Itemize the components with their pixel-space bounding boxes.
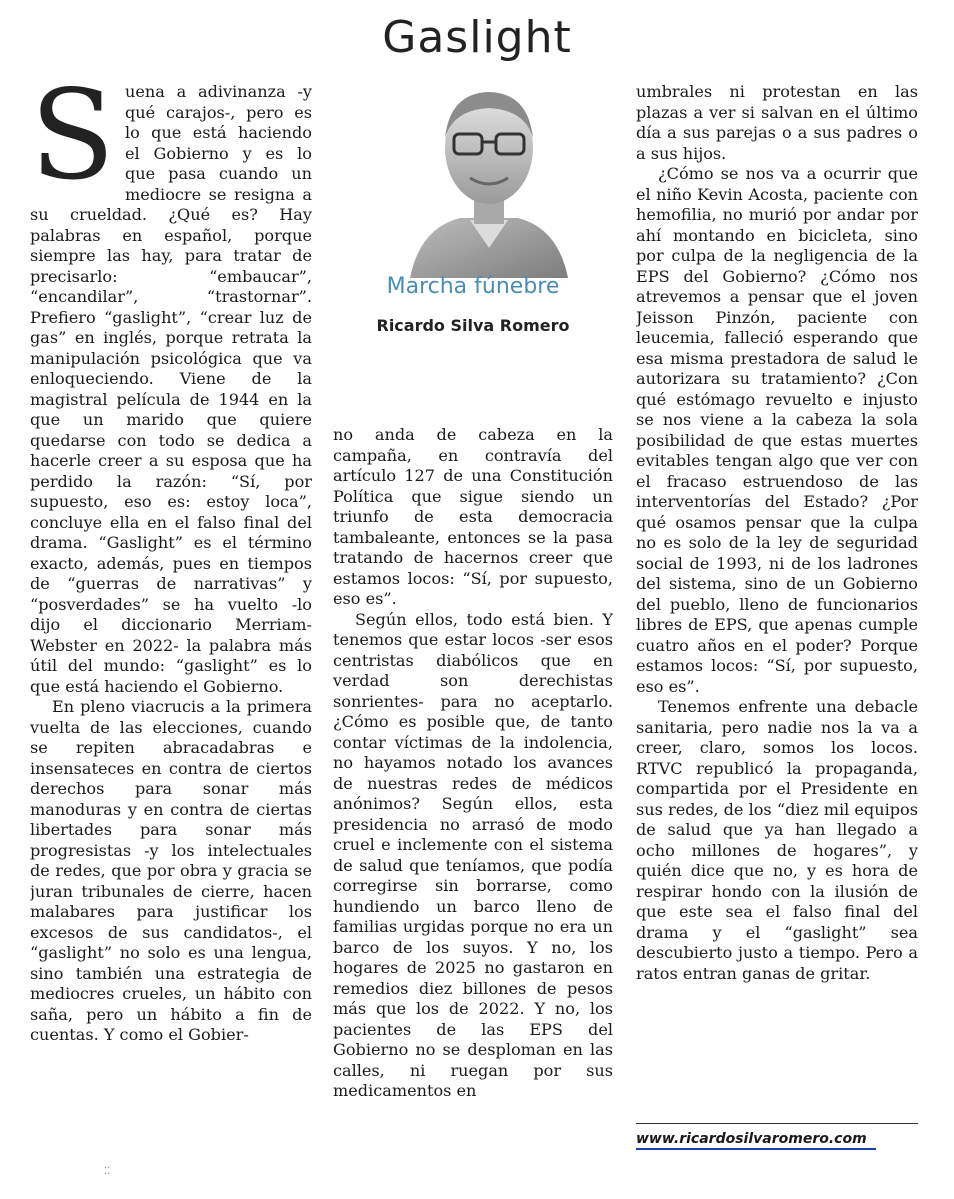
article-paragraph-1 (30, 82, 312, 697)
author-byline: Ricardo Silva Romero (376, 316, 570, 335)
author-website-link[interactable]: www.ricardosilvaromero.com (636, 1131, 876, 1150)
column-section-name: Marcha fúnebre (386, 274, 560, 299)
article-paragraph-2: En pleno viacrucis a la primera vuelta de las elecciones, cuando se repiten abracadabras e insensateces en contra de ciertos derechos para sonar más manoduras y en contra de ciertas libertades para sonar más progresistas -y los intelectuales de redes, que por obra y gracia se juran tribunales de cierre, hacen malabares para justificar los excesos de sus candidatos-, el “gaslight” no solo es una lengua, sino también una estrategia de mediocres crueles, un hábito con saña, pero un hábito a fin de cuentas. Y como el Gobier- (30, 697, 312, 1044)
footer-divider (636, 1123, 918, 1124)
drop-cap: S (30, 82, 115, 208)
article-paragraph-3: no anda de cabeza en la campaña, en contravía del artículo 127 de una Constitución Política que sigue siendo un triunfo de esta democracia tambaleante, entonces se la pasa tratando de hacernos creer que estamos locos: “Sí, por supuesto, eso es”. (333, 425, 613, 608)
text-column-3 (636, 82, 918, 1022)
article-paragraph-4: Según ellos, todo está bien. Y tenemos que estar locos -ser esos centristas diabólicos que en verdad son derechistas sonrientes- para no aceptarlo. ¿Cómo es posible que, de tanto contar víctimas de la indolencia, no hayamos notado los avances de nuestras redes de médicos anónimos? Según ellos, esta presidencia no arrasó de modo cruel e inclemente con el sistema de salud que teníamos, que podía corregirse sin borrarse, como hundiendo un barco lleno de familias urgidas porque no era un barco de los suyos. Y no, los hogares de 2025 no gastaron en remedios diez billones de pesos más que los de 2022. Y no, los pacientes de las EPS del Gobierno no se desploman en las calles, ni ruegan por sus medicamentos en (333, 609, 613, 1100)
author-photo (400, 78, 578, 278)
article-paragraph-5: umbrales ni protestan en las plazas a ver si salvan en el último día a sus parejas o a sus padres o a sus hijos. (636, 82, 918, 163)
article-paragraph-7: Tenemos enfrente una debacle sanitaria, pero nadie nos la va a creer, claro, somos los locos. RTVC republicó la propaganda, compartida por el Presidente en sus redes, de los “diez mil equipos de salud que ya han llegado a ocho millones de hogares”, y quién dice que no, y es hora de respirar hondo con la ilusión de que este sea el falso final del drama y el “gaslight” sea descubierto justo a tiempo. Pero a ratos entran ganas de gritar. (636, 697, 918, 983)
text-column-2 (333, 425, 613, 1165)
paragraph-1-text: uena a adivinanza -y qué carajos-, pero es lo que está haciendo el Gobierno y es lo que pasa cuando un mediocre se resigna a su crueldad. ¿Qué es? Hay palabras en español, porque siempre las hay, para tratar de precisarlo: “embaucar”, “encandilar”, “trastornar”. Prefiero “gaslight”, “crear luz de gas” en inglés, porque retrata la manipulación psicológica que va enloqueciendo. Viene de la magistral película de 1944 en la que un marido que quiere quedarse con todo se dedica a hacerle creer a su esposa que ha perdido la razón: “Sí, por supuesto, eso es: estoy loca”, concluye ella en el falso final del drama. “Gaslight” es el término exacto, además, pues en tiempos de “guerras de narrativas” y “posverdades” se ha vuelto -lo dijo el diccionario Merriam-Webster en 2022- la palabra más útil del mundo: “gaslight” es lo que está haciendo el Gobierno. (30, 82, 312, 696)
text-column-1 (30, 82, 312, 1162)
decorative-dots: ⁚⁚ (104, 1166, 111, 1177)
article-title: Gaslight (382, 12, 572, 63)
article-paragraph-6: ¿Cómo se nos va a ocurrir que el niño Kevin Acosta, paciente con hemofilia, no murió por andar por ahí montando en bicicleta, sino por culpa de la negligencia de la EPS del Gobierno? ¿Cómo nos atrevemos a pensar que el joven Jeisson Pinzón, paciente con leucemia, falleció esperando que esa misma prestadora de salud le autorizara su tratamiento? ¿Con qué estómago revuelto e injusto se nos viene a la cabeza la sola posibilidad de que estas muertes evitables tengan algo que ver con el fracaso estruendoso de las interventorías del Estado? ¿Por qué osamos pensar que la culpa no es solo de la ley de seguridad social de 1993, ni de los ladrones del sistema, sino de un Gobierno del pueblo, lleno de funcionarios libres de EPS, que apenas cumple cuatro años en el poder? Porque estamos locos: “Sí, por supuesto, eso es”. (636, 164, 918, 696)
